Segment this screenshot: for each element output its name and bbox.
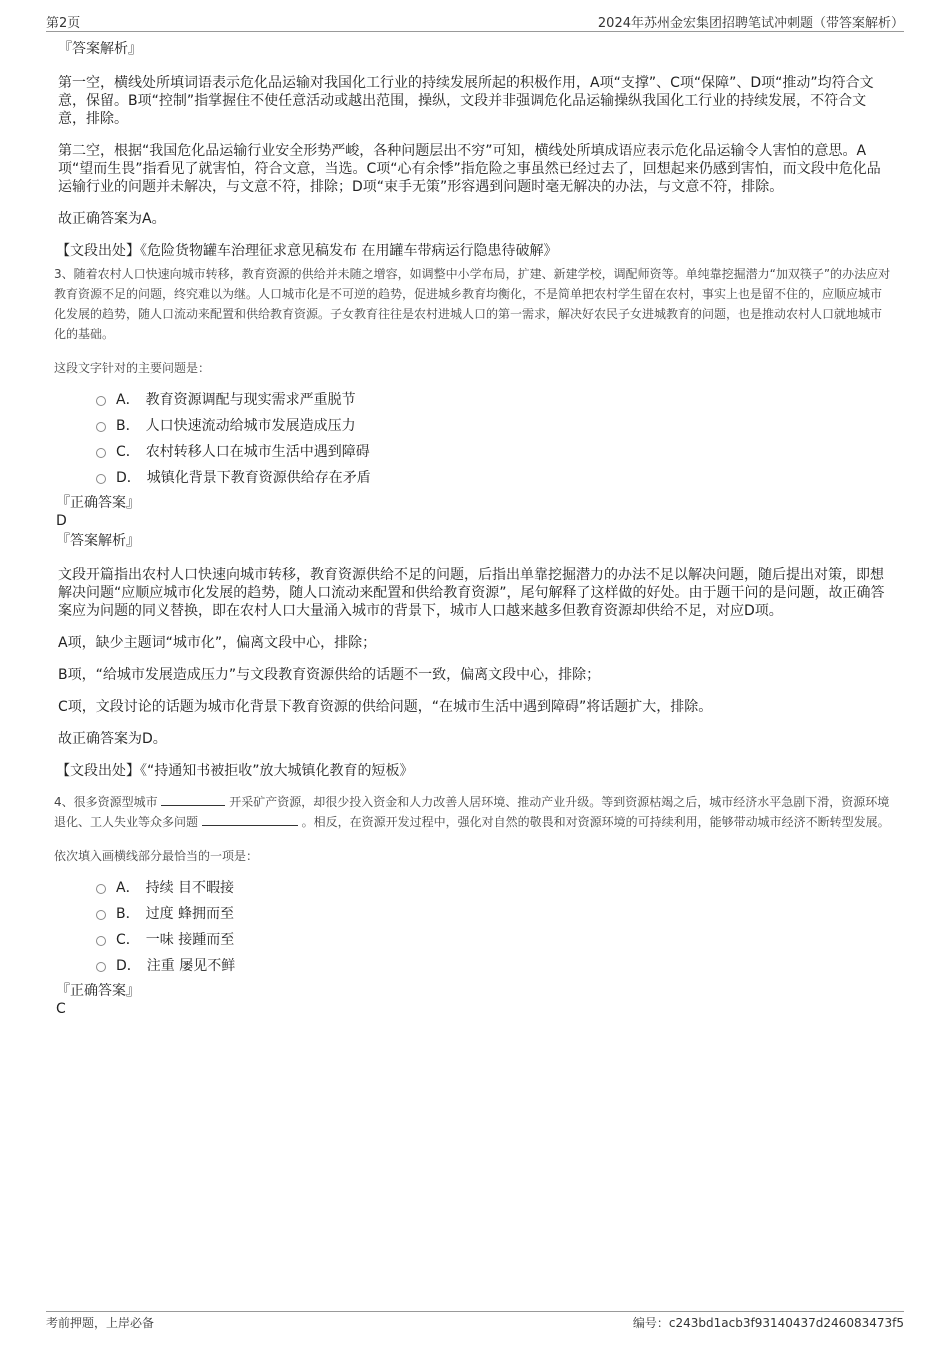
q4-option-b[interactable]: B． 过度 蜂拥而至 bbox=[96, 900, 892, 926]
q3-options bbox=[96, 386, 892, 490]
option-text: 持续 目不暇接 bbox=[145, 880, 235, 896]
q3-analysis-para4: C项，文段讨论的话题为城市化背景下教育资源的供给问题，“在城市生活中遇到障碍”将话题扩大，排除。 bbox=[58, 699, 713, 715]
document-title: 2024年苏州金宏集团招聘笔试冲刺题（带答案解析） bbox=[597, 16, 904, 31]
q3-answer: D bbox=[56, 513, 67, 529]
q4-answer-label: 『正确答案』 bbox=[56, 983, 140, 999]
q4-stem: 4、很多资源型城市 开采矿产资源，却很少投入资金和人力改善人居环境、推动产业升级。等到资源枯竭之后，城市经济水平急剧下滑，资源环境退化、工人失业等众多问题 。相反，在资源开发过程中，强化对自然的敬畏和对资源环境的可持续利用，能够带动城市经济不断转型发展。 bbox=[54, 795, 890, 829]
radio-icon[interactable] bbox=[96, 910, 106, 920]
q4-option-d[interactable]: D． 注重 屡见不鲜 bbox=[96, 952, 892, 978]
q4-option-c[interactable]: C． 一味 接踵而至 bbox=[96, 926, 892, 952]
q2-conclusion: 故正确答案为A。 bbox=[58, 211, 166, 227]
option-text: 过度 蜂拥而至 bbox=[145, 906, 235, 922]
q4-options bbox=[96, 874, 892, 978]
page-header bbox=[46, 10, 904, 32]
q2-analysis-para2: 第二空，根据“我国危化品运输行业安全形势严峻，各种问题层出不穷”可知，横线处所填成语应表示危化品运输令人害怕的意思。A项“望而生畏”指看见了就害怕，符合文意，当选。C项“心有余悸”指危险之事虽然已经过去了，回想起来仍感到害怕，而文段中危化品运输行业的问题并未解决，与文意不符，排除；D项“束手无策”形容遇到问题时毫无解决的办法，与文意不符，排除。 bbox=[58, 143, 881, 195]
fill-blank-1 bbox=[161, 794, 225, 806]
q2-analysis-para1: 第一空，横线处所填词语表示危化品运输对我国化工行业的持续发展所起的积极作用，A项“支撑”、C项“保障”、D项“推动”均符合文意，保留。B项“控制”指掌握住不使任意活动或越出范围，操纵，文段并非强调危化品运输操纵我国化工行业的持续发展，不符合文意，排除。 bbox=[58, 75, 874, 127]
footer-slogan: 考前押题，上岸必备 bbox=[46, 1316, 155, 1330]
q3-conclusion: 故正确答案为D。 bbox=[58, 731, 167, 747]
q4-answer: C bbox=[56, 1001, 66, 1017]
option-text: 人口快速流动给城市发展造成压力 bbox=[145, 418, 356, 434]
radio-icon[interactable] bbox=[96, 936, 106, 946]
radio-icon[interactable] bbox=[96, 448, 106, 458]
q3-analysis-label: 『答案解析』 bbox=[56, 533, 140, 549]
q2-analysis-label: 『答案解析』 bbox=[58, 41, 142, 57]
q3-source: 【文段出处】《“持通知书被拒收”放大城镇化教育的短板》 bbox=[56, 763, 414, 779]
q3-analysis-para1: 文段开篇指出农村人口快速向城市转移，教育资源供给不足的问题，后指出单靠挖掘潜力的办法不足以解决问题，随后提出对策，即想解决问题“应顺应城市化发展的趋势，随人口流动来配置和供给教育资源”，尾句解释了这样做的好处。由于题干问的是问题，故正确答案应为问题的同义替换，即在农村人口大量涌入城市的背景下，城市人口越来越多但教育资源却供给不足，对应D项。 bbox=[58, 567, 885, 619]
q3-option-d[interactable]: D． 城镇化背景下教育资源供给存在矛盾 bbox=[96, 464, 892, 490]
option-text: 注重 屡见不鲜 bbox=[146, 958, 236, 974]
page-content bbox=[54, 40, 892, 1018]
radio-icon[interactable] bbox=[96, 962, 106, 972]
option-text: 农村转移人口在城市生活中遇到障碍 bbox=[145, 444, 370, 460]
q3-analysis-para2: A项，缺少主题词“城市化”，偏离文段中心，排除； bbox=[58, 635, 377, 651]
q2-source: 【文段出处】《危险货物罐车治理征求意见稿发布 在用罐车带病运行隐患待破解》 bbox=[56, 243, 558, 259]
document-id: 编号：c243bd1acb3f93140437d246083473f5 bbox=[632, 1316, 904, 1330]
radio-icon[interactable] bbox=[96, 396, 106, 406]
q4-option-a[interactable]: A． 持续 目不暇接 bbox=[96, 874, 892, 900]
q3-question: 这段文字针对的主要问题是： bbox=[54, 361, 211, 375]
radio-icon[interactable] bbox=[96, 422, 106, 432]
fill-blank-2 bbox=[202, 814, 298, 826]
option-text: 一味 接踵而至 bbox=[145, 932, 235, 948]
radio-icon[interactable] bbox=[96, 474, 106, 484]
q3-option-a[interactable]: A． 教育资源调配与现实需求严重脱节 bbox=[96, 386, 892, 412]
q3-answer-label: 『正确答案』 bbox=[56, 495, 140, 511]
option-text: 城镇化背景下教育资源供给存在矛盾 bbox=[146, 470, 371, 486]
radio-icon[interactable] bbox=[96, 884, 106, 894]
page-footer bbox=[46, 1311, 904, 1333]
q3-analysis-para3: B项，“给城市发展造成压力”与文段教育资源供给的话题不一致，偏离文段中心，排除； bbox=[58, 667, 601, 683]
q3-option-b[interactable]: B． 人口快速流动给城市发展造成压力 bbox=[96, 412, 892, 438]
q4-question: 依次填入画横线部分最恰当的一项是： bbox=[54, 849, 259, 863]
q3-stem: 3、随着农村人口快速向城市转移，教育资源的供给并未随之增容，如调整中小学布局，扩建、新建学校，调配师资等。单纯靠挖掘潜力“加双筷子”的办法应对教育资源不足的问题，终究难以为继。人口城市化是不可逆的趋势，促进城乡教育均衡化，不是简单把农村学生留在农村，事实上也是留不住的，应顺应城市化发展的趋势，随人口流动来配置和供给教育资源。子女教育往往是农村进城人口的第一需求，解决好农民子女进城教育的问题，也是推动农村人口就地城市化的基础。 bbox=[54, 267, 891, 341]
page-number: 第2页 bbox=[46, 16, 81, 31]
q3-option-c[interactable]: C． 农村转移人口在城市生活中遇到障碍 bbox=[96, 438, 892, 464]
option-text: 教育资源调配与现实需求严重脱节 bbox=[145, 392, 356, 408]
